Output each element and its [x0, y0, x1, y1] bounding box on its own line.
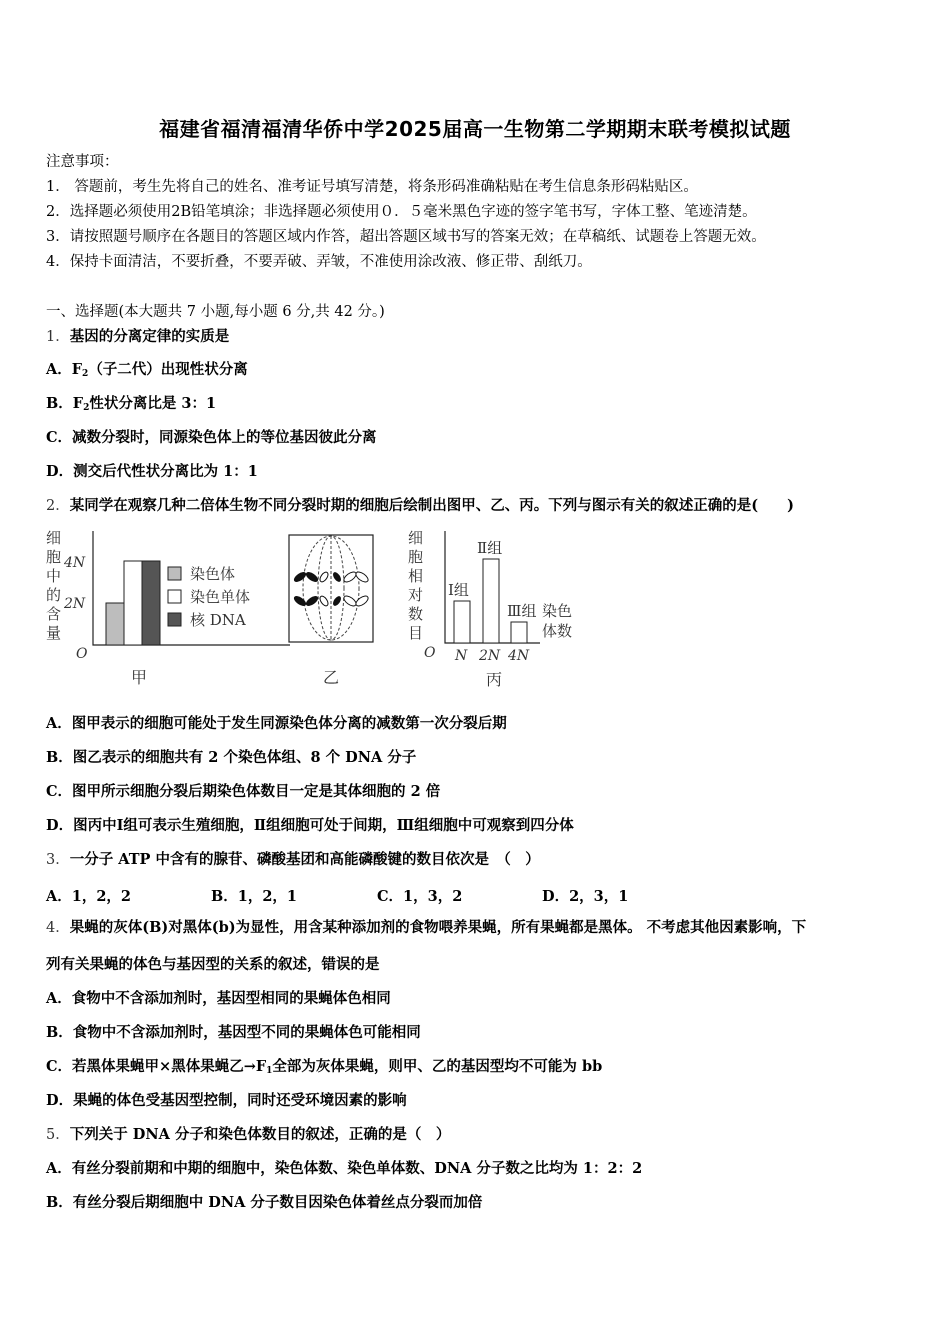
bing-label-group-2: Ⅱ组 — [477, 539, 503, 557]
legend-dna: 核 DNA — [190, 611, 246, 629]
q3-option-c: C．1，3，2 — [377, 888, 463, 905]
jia-origin: O — [76, 646, 88, 662]
bing-xlabel-1: 染色 — [542, 602, 573, 620]
jia-bar-chromatid — [124, 561, 142, 645]
q1-option-c: C．减数分裂时，同源染色体上的等位基因彼此分离 — [46, 429, 377, 446]
question-2-stem: 2．某同学在观察几种二倍体生物不同分裂时期的细胞后绘制出图甲、乙、丙。下列与图示有关的叙述正确的是( ) — [46, 497, 794, 514]
legend-chromatid: 染色单体 — [190, 588, 251, 606]
question-4-stem: 4．果蝇的灰体(B)对黑体(b)为显性，用含某种添加剂的食物喂养果蝇，所有果蝇都是黑体。 不考虑其他因素影响，下 — [46, 919, 807, 936]
q5-option-b: B．有丝分裂后期细胞中 DNA 分子数目因染色体着丝点分裂而加倍 — [46, 1194, 483, 1211]
q1-option-a: A．$F_2$（子二代）出现性状分离 — [46, 361, 248, 379]
page-title: 福建省福清福清华侨中学2025届高一生物第二学期期末联考模拟试题 — [159, 117, 791, 141]
bing-ylabel-3: 相 — [408, 567, 424, 585]
bing-bar-group-3 — [511, 622, 527, 643]
jia-ylabel-4: 的 — [46, 586, 62, 604]
bing-xtick-4n: 4N — [508, 648, 530, 664]
bing-xtick-n: N — [455, 648, 468, 664]
q1-option-b: B．$F_2$性状分离比是 3：1 — [46, 395, 217, 413]
jia-bar-dna — [142, 561, 160, 645]
question-1-stem: 1．基因的分离定律的实质是 — [46, 328, 230, 345]
section-heading: 一、选择题(本大题共 7 小题,每小题 6 分,共 42 分。) — [46, 304, 385, 320]
caption-jia: 甲 — [131, 668, 148, 687]
q3-option-d: D．2，3，1 — [542, 888, 629, 905]
q2-option-d: D．图丙中Ⅰ组可表示生殖细胞，Ⅱ组细胞可处于间期，Ⅲ组细胞中可观察到四分体 — [46, 817, 574, 834]
q2-option-b: B．图乙表示的细胞共有 2 个染色体组、8 个 DNA 分子 — [46, 749, 417, 766]
jia-ylabel-2: 胞 — [46, 548, 62, 566]
jia-ylabel-6: 量 — [46, 624, 62, 642]
jia-ytick-4n: 4N — [64, 555, 86, 571]
note-item: 1． 答题前，考生先将自己的姓名、准考证号填写清楚，将条形码准确粘贴在考生信息条形码粘贴区。 — [46, 179, 698, 195]
q3-option-a: A．1，2，2 — [46, 888, 132, 905]
legend-swatch-chromatid — [168, 590, 181, 603]
q2-option-c: C．图甲所示细胞分裂后期染色体数目一定是其体细胞的 2 倍 — [46, 783, 441, 800]
jia-ylabel-1: 细 — [46, 529, 62, 547]
bing-origin: O — [424, 645, 436, 661]
q2-option-a: A．图甲表示的细胞可能处于发生同源染色体分离的减数第一次分裂后期 — [46, 715, 507, 732]
q4-option-d: D．果蝇的体色受基因型控制，同时还受环境因素的影响 — [46, 1092, 407, 1109]
q4-option-b: B．食物中不含添加剂时，基因型不同的果蝇体色可能相同 — [46, 1024, 421, 1041]
q4-option-a: A．食物中不含添加剂时，基因型相同的果蝇体色相同 — [46, 990, 391, 1007]
notes-heading: 注意事项： — [46, 154, 119, 170]
jia-ytick-2n: 2N — [64, 596, 86, 612]
legend-swatch-chromosome — [168, 567, 181, 580]
bing-ylabel-6: 目 — [408, 624, 424, 642]
bing-bar-group-2 — [483, 559, 499, 643]
bing-ylabel-5: 数 — [408, 605, 424, 623]
chart-jia — [46, 529, 290, 687]
question-4-stem-cont: 列有关果蝇的体色与基因型的关系的叙述，错误的是 — [46, 956, 380, 973]
jia-bar-chromosome — [106, 603, 124, 645]
bing-ylabel-4: 对 — [408, 586, 424, 604]
bing-ylabel-1: 细 — [408, 529, 424, 547]
legend-chromosome: 染色体 — [190, 565, 236, 583]
bing-label-group-1: Ⅰ组 — [448, 581, 469, 599]
caption-bing: 丙 — [486, 670, 503, 689]
diagram-yi — [289, 535, 373, 687]
question-5-stem: 5．下列关于 DNA 分子和染色体数目的叙述，正确的是（ ） — [46, 1126, 451, 1143]
q1-option-d: D．测交后代性状分离比为 1：1 — [46, 463, 258, 480]
q3-option-b: B．1，2，1 — [211, 888, 298, 905]
figure-2 — [0, 525, 950, 700]
note-item: 3．请按照题号顺序在各题目的答题区域内作答，超出答题区域书写的答案无效；在草稿纸、试题卷上答题无效。 — [46, 229, 766, 245]
jia-ylabel-3: 中 — [46, 567, 62, 585]
q5-option-a: A．有丝分裂前期和中期的细胞中，染色体数、染色单体数、DNA 分子数之比均为 1：2：2 — [46, 1160, 643, 1177]
bing-label-group-3: Ⅲ组 — [507, 602, 537, 620]
note-item: 4．保持卡面清洁，不要折叠，不要弄破、弄皱，不准使用涂改液、修正带、刮纸刀。 — [46, 254, 592, 270]
chart-bing — [408, 529, 572, 689]
legend-swatch-dna — [168, 613, 181, 626]
bing-xtick-2n: 2N — [479, 648, 501, 664]
note-item: 2．选择题必须使用2B铅笔填涂；非选择题必须使用０．５毫米黑色字迹的签字笔书写，字体工整、笔迹清楚。 — [46, 204, 757, 220]
q4-option-c: C．若黑体果蝇甲×黑体果蝇乙$\to F_1$全部为灰体果蝇，则甲、乙的基因型均不可能为 bb — [46, 1058, 603, 1076]
bing-xlabel-2: 体数 — [542, 622, 573, 640]
jia-ylabel-5: 含 — [46, 605, 62, 623]
caption-yi: 乙 — [323, 668, 340, 687]
bing-bar-group-1 — [454, 601, 470, 643]
bing-ylabel-2: 胞 — [408, 548, 424, 566]
question-3-stem: 3．一分子 ATP 中含有的腺苷、磷酸基团和高能磷酸键的数目依次是 （ ） — [46, 851, 540, 868]
